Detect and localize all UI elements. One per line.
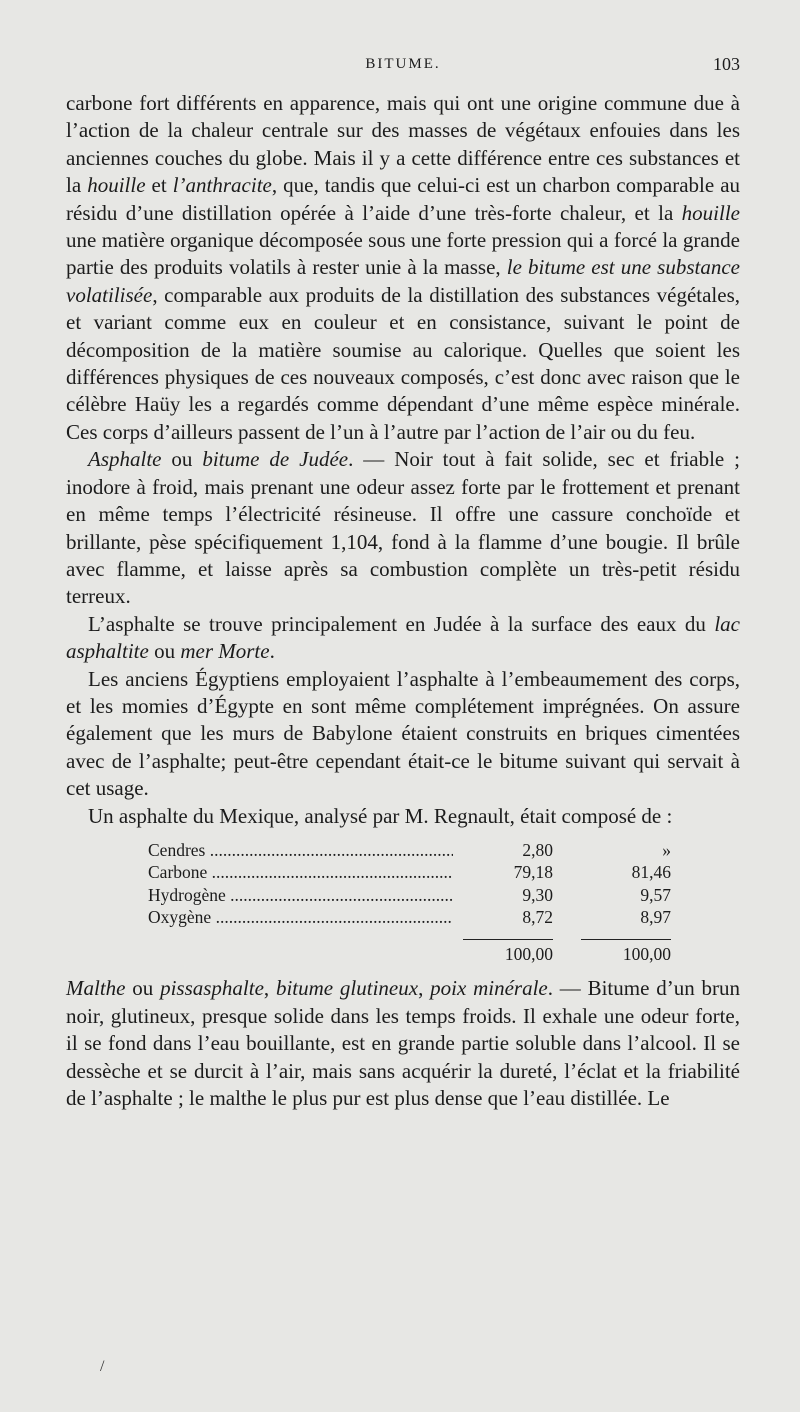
body-text bbox=[66, 90, 740, 1113]
value-1: 79,18 bbox=[513, 862, 553, 883]
element-name: Carbone ..... bbox=[148, 861, 453, 884]
composition-row bbox=[148, 906, 728, 929]
composition-row bbox=[148, 861, 728, 884]
value-1: 8,72 bbox=[522, 907, 553, 928]
composition-total-row bbox=[148, 939, 728, 966]
italic-run: poix minérale bbox=[430, 976, 548, 1001]
italic-run: l’anthracite bbox=[172, 173, 272, 198]
text-run: ou bbox=[125, 976, 161, 1001]
text-run: . bbox=[269, 639, 275, 664]
running-title: BITUME. bbox=[365, 56, 441, 72]
value-1: 2,80 bbox=[522, 839, 553, 860]
value-2: 81,46 bbox=[631, 862, 671, 883]
text-run: Les anciens Égyptiens employaient l’asphalte à l’embeaumement des corps, et les momies d’Égypte en sont même complétement imprégnées. On assure également que les murs de Babylone étaient construits en briques cimentées avec de l’asphalte; peut-être cependant était-ce le bitume suivant qui servait à cet usage. bbox=[66, 666, 740, 801]
paragraph bbox=[66, 611, 740, 666]
paragraph bbox=[66, 90, 740, 446]
italic-run: bitume de Judée bbox=[202, 447, 349, 472]
composition-table bbox=[148, 839, 728, 966]
italic-run: bitume glutineux bbox=[275, 976, 419, 1001]
italic-run: houille bbox=[87, 173, 146, 198]
paragraph bbox=[66, 446, 740, 610]
composition-row bbox=[148, 884, 728, 907]
paragraph bbox=[66, 803, 740, 830]
italic-run: houille bbox=[681, 200, 740, 225]
value-2: » bbox=[662, 839, 671, 860]
text-run: carbone fort différents en apparence, mais qui ont une origine commune due à l’action de la chaleur centrale sur des masses de végétaux enfouies dans les anciennes couches du globe. Mais il y a cette différence entre ces substances et la bbox=[66, 91, 740, 198]
text-run: , bbox=[418, 976, 431, 1001]
text-run: Un asphalte du Mexique, analysé par M. Regnault, était composé de : bbox=[88, 803, 673, 828]
composition-rows bbox=[148, 839, 728, 929]
paragraphs-after-table bbox=[66, 975, 740, 1112]
page-header bbox=[66, 50, 740, 84]
italic-run: Asphalte bbox=[88, 447, 162, 472]
text-run: . — Noir tout à fait solide, sec et friable ; inodore à froid, mais prenant une odeur assez forte par le frottement et prenant en même temps l’électricité résineuse. Il offre une cassure conchoïde et brillante, pèse spécifiquement 1,104, fond à la flamme d’une bougie. Il brûle avec flamme, et laisse après sa combustion complète un très-petit résidu terreux. bbox=[66, 447, 741, 609]
page-number: 103 bbox=[713, 54, 740, 74]
italic-run: lac asphaltite bbox=[66, 611, 740, 664]
text-run: et bbox=[145, 173, 173, 198]
text-run: . — Bitume d’un brun noir, glutineux, presque solide dans les temps froids. Il exhale une odeur forte, il se fond dans l’eau bouillante, est en grande partie soluble dans l’alcool. Il se dessèche et se durcit à l’air, mais sans acquérir la dureté, l’éclat et la friabilité de l’asphalte ; le malthe le plus pur est plus dense que l’eau distillée. Le bbox=[66, 976, 740, 1111]
total-value-2: 100,00 bbox=[581, 939, 671, 966]
total-value-1: 100,00 bbox=[463, 939, 553, 966]
paragraphs-before-table bbox=[66, 90, 740, 830]
element-name: Oxygène ..... bbox=[148, 906, 453, 929]
paragraph bbox=[66, 975, 740, 1112]
text-run: , que, tandis que celui-ci est un charbon comparable au résidu d’une distillation opérée à l’aide d’une très-forte chaleur, et la bbox=[66, 173, 741, 225]
value-2: 8,97 bbox=[640, 907, 671, 928]
italic-run: Malthe bbox=[66, 976, 126, 1001]
composition-row bbox=[148, 839, 728, 862]
italic-run: le bitume est une substance volatilisée bbox=[66, 255, 741, 307]
text-run: , comparable aux produits de la distillation des substances végétales, et variant comme eux en couleur et en consistance, suivant le point de décomposition de la matière soumise au calorique. Quelles que soient les différences physiques de ces nouveaux composés, c’est donc avec raison que le célèbre Haüy les a regardés comme dépendant d’une même espèce minérale. Ces corps d’ailleurs passent de l’un à l’autre par l’action de l’air ou du feu. bbox=[66, 282, 740, 444]
text-run: ou bbox=[161, 447, 203, 472]
paragraph bbox=[66, 666, 740, 803]
italic-run: mer Morte bbox=[180, 639, 270, 664]
text-run: ou bbox=[148, 639, 181, 664]
text-run: , bbox=[263, 976, 276, 1001]
value-2: 9,57 bbox=[640, 884, 671, 905]
pen-mark: / bbox=[100, 1358, 105, 1375]
italic-run: pissasphalte bbox=[160, 976, 264, 1001]
text-run: L’asphalte se trouve principalement en Judée à la surface des eaux du bbox=[88, 611, 715, 636]
element-name: Cendres ..... bbox=[148, 839, 453, 862]
value-1: 9,30 bbox=[522, 884, 553, 905]
element-name: Hydrogène ..... bbox=[148, 884, 453, 907]
text-run: une matière organique décomposée sous une forte pression qui a forcé la grande partie des produits volatils à rester unie à la masse, bbox=[66, 228, 740, 280]
